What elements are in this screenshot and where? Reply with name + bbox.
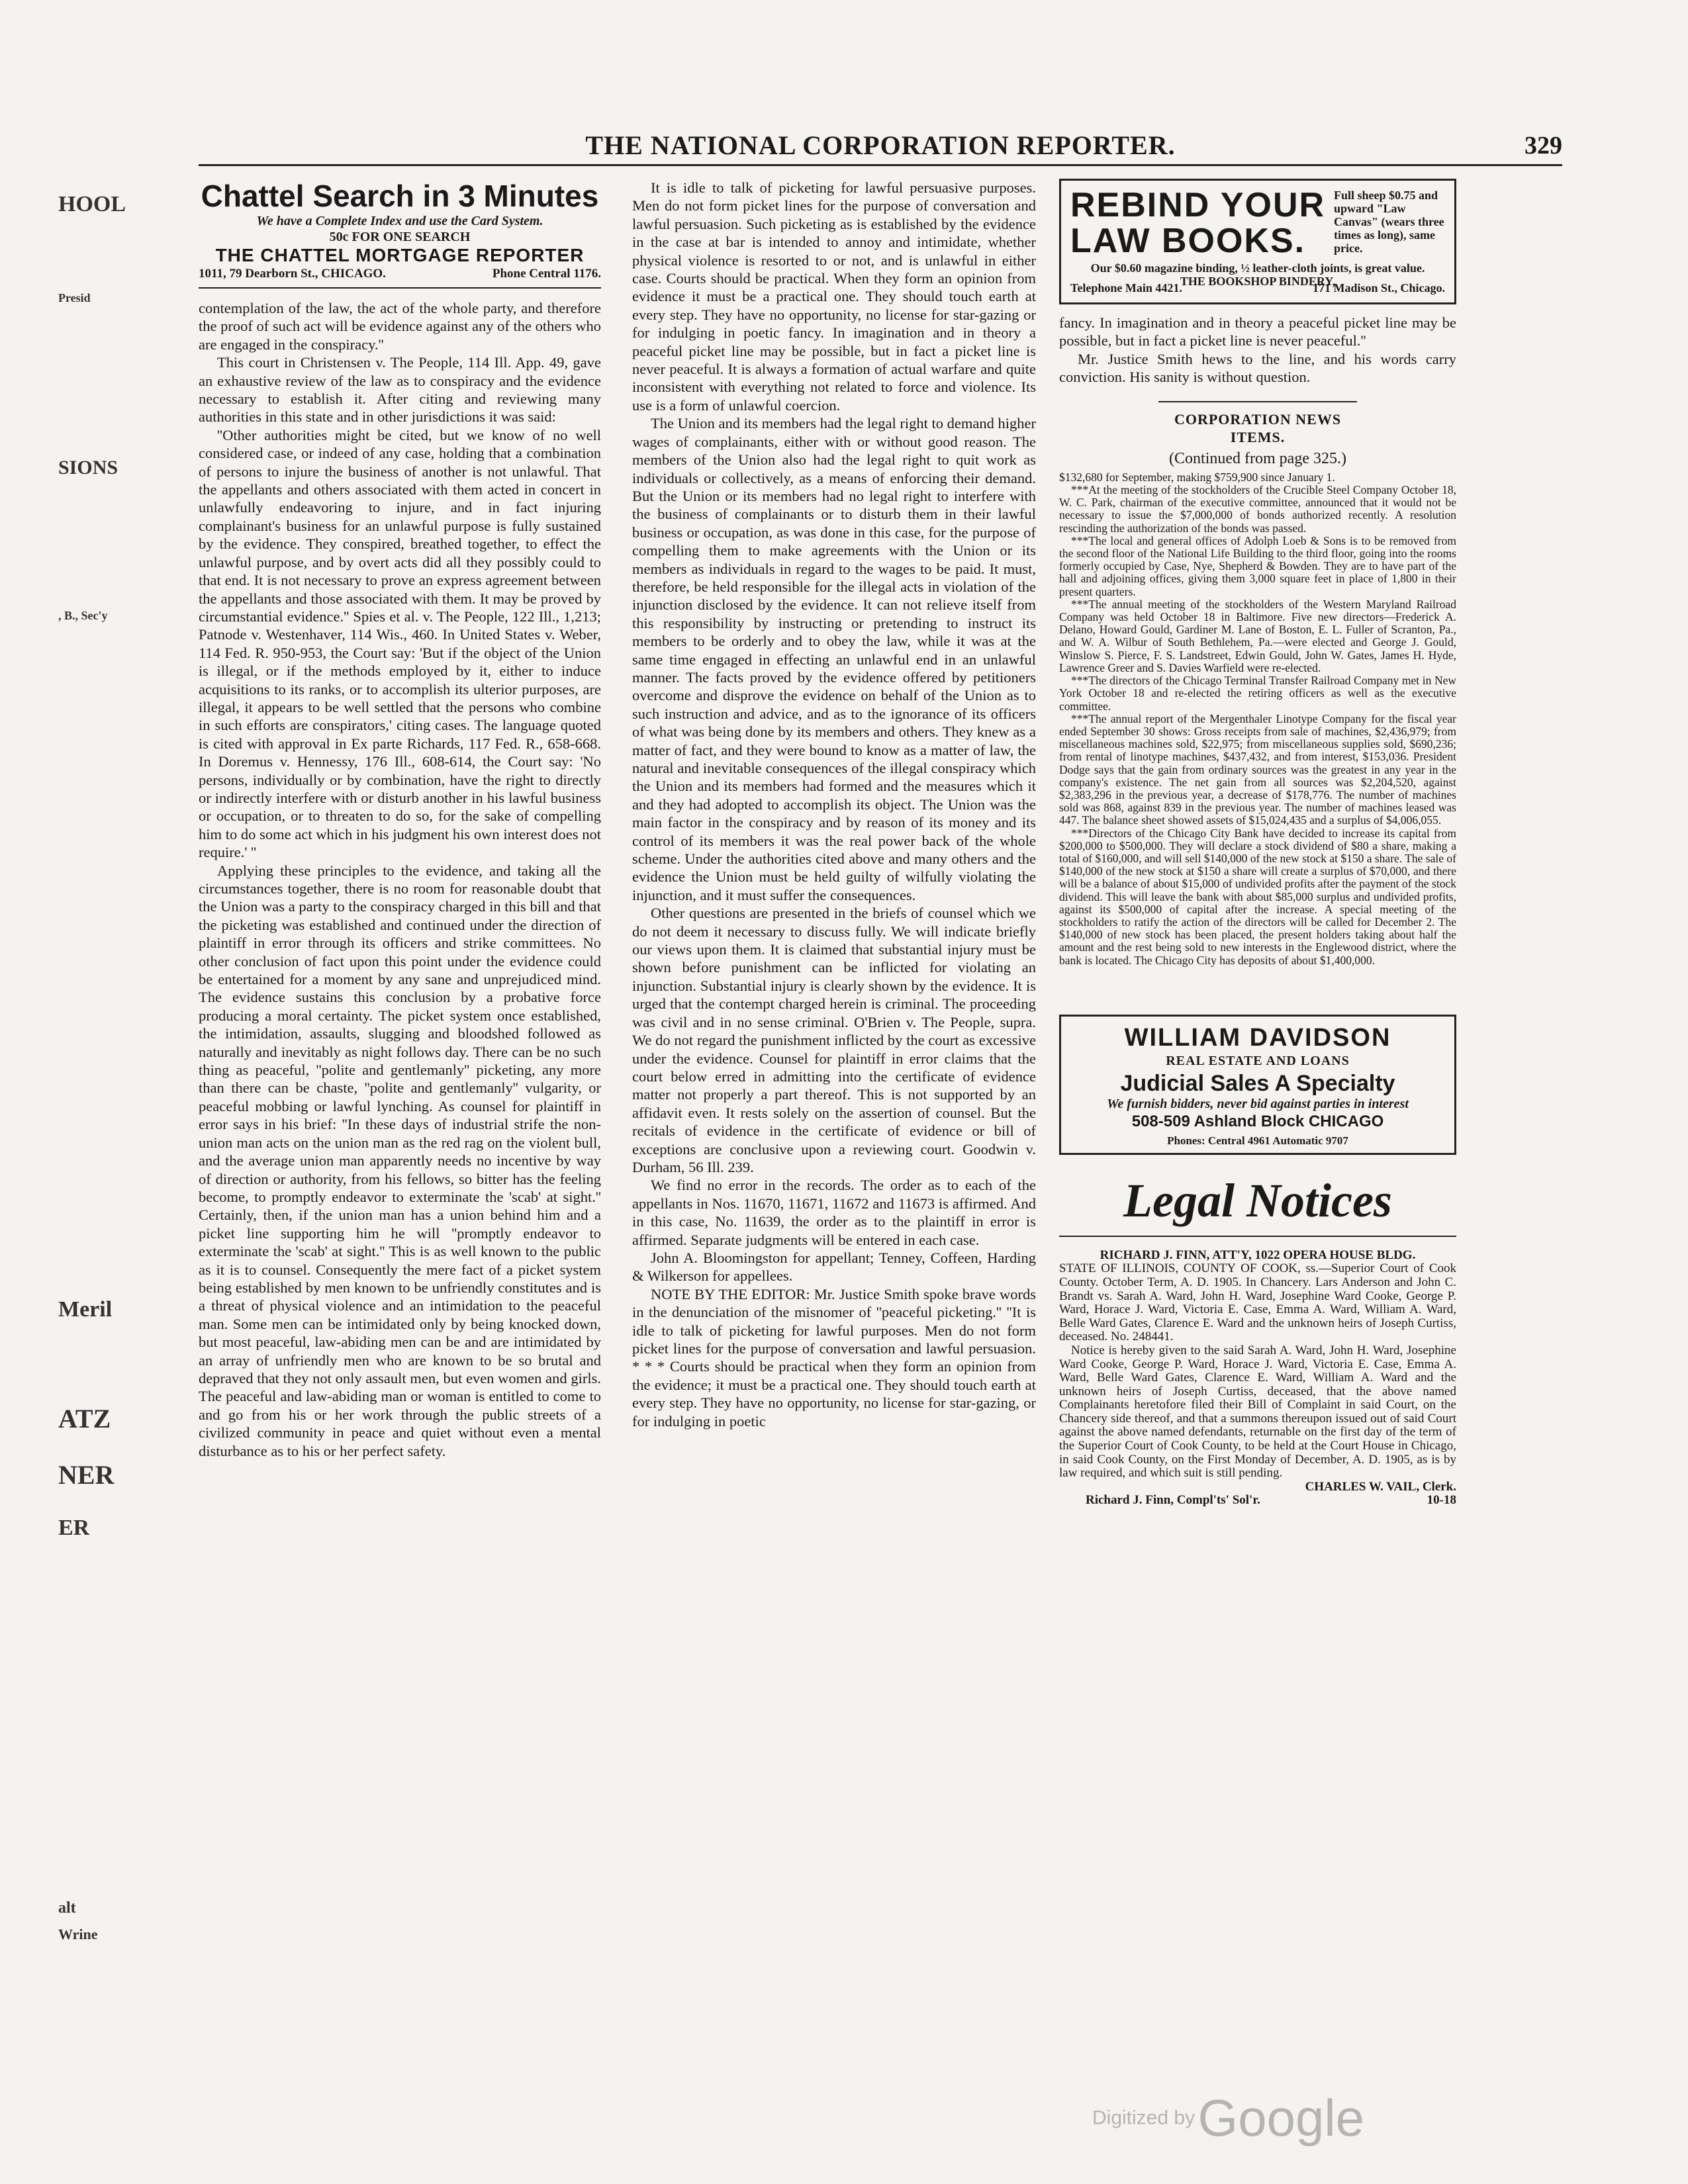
column-3: [1059, 179, 1456, 1508]
margin-fragment: Meril: [58, 1297, 113, 1322]
margin-fragment: NER: [58, 1460, 115, 1490]
ad-line: THE CHATTEL MORTGAGE REPORTER: [215, 245, 585, 265]
paragraph: It is idle to talk of picketing for lawful persuasive purposes. Men do not form picket lines for the purpose of conversation and lawful persuasion. Such picketing as is established by the evidence in the case at bar is intended to annoy and intimidate, whether physical violence is resorted to or not, and is unlawful in either case. Courts should be practical. When they form an opinion from evidence it must be a practical one. They should touch earth at every step. They have no opportunity, no license for star-gazing or for indulging in poetic fancy. In imagination and in theory a peaceful picket line may be possible, but in fact a picket line is never peaceful. It is always a formation of actual warfare and quite inconsistent with everything not related to force and violence. Its use is a form of unlawful coercion.: [632, 179, 1036, 414]
news-item: ***At the meeting of the stockholders of the Crucible Steel Company October 18, W. C. Park, chairman of the executive committee, announced that it would not be necessary to issue the $7,000,000 of bonds authorized recently. A resolution rescinding the authorization of the bonds was passed.: [1059, 483, 1456, 535]
margin-fragment: , B., Sec'y: [58, 609, 108, 622]
ad-phone: Telephone Main 4421.: [1070, 281, 1182, 295]
legal-notice: [1059, 1249, 1456, 1508]
paragraph: John A. Bloomingston for appellant; Tenney, Coffeen, Harding & Wilkerson for appellees.: [632, 1249, 1036, 1285]
ad-headline: WILLIAM DAVIDSON: [1124, 1023, 1391, 1052]
paragraph: contemplation of the law, the act of the whole party, and therefore the proof of such act will be evidence against any of the others who are engaged in the conspiracy.'': [199, 300, 601, 353]
adjacent-page-fragment: [58, 152, 126, 2005]
news-item: ***Directors of the Chicago City Bank have decided to increase its capital from $200,000 to $500,000. They will declare a stock dividend of $80 a share, making a total of $160,000, and will sell $140,000 of the new stock at $150 a share. The sale of $140,000 of the new stock at $150 a share will create a surplus of $70,000, and there will be a balance of about $15,000 of undivided profits after the payment of the stock dividend. This will leave the bank with about $85,000 surplus and undivided profits, against its $500,000 of capital after the increase. A special meeting of the stockholders to ratify the action of the directors will be called for December 2. The $140,000 of new stock has been placed, the present holders taking about half the amount and the rest being sold to new interests in the Englewood district, where the bank is located. The Chicago City has deposits of about $1,400,000.: [1059, 826, 1456, 967]
paragraph: ''Other authorities might be cited, but we know of no well considered case, or indeed of any case, holding that a combination of persons to injure the business of another is not unlawful. That the appellants and others associated with them acted in concert in unlawfully endeavoring to injure, and in fact injuring complainant's business for an unlawful purpose is fully sustained by the evidence. They conspired, breathed together, to effect the unlawful purpose, and by overt acts did all they possibly could to that end. It is not necessary to prove an express agreement between the appellants and those associated with them. It may be proved by circumstantial evidence.'' Spies et al. v. The People, 122 Ill., 1,213; Patnode v. Westenhaver, 114 Wis., 460. In United States v. Weber, 114 Fed. R. 950-953, the Court say: 'But if the object of the Union is illegal, or if the methods employed by it, either to induce acquisitions to its ranks, or to accomplish its ulterior purposes, are illegal, it appears to be well settled that the persons who combine in such efforts are conspirators,' citing cases. The language quoted is cited with approval in Ex parte Richards, 117 Fed. R., 658-668. In Doremus v. Hennessy, 176 Ill., 608-614, the Court say: 'No persons, individually or by combination, have the right to directly or indirectly interfere with or disturb another in his lawful business or occupation, or to threaten to do so, for the sake of compelling him to do some act which in his judgment his own interest does not require.' '': [199, 426, 601, 861]
ad-address: 508-509 Ashland Block CHICAGO: [1131, 1113, 1384, 1131]
ad-line: Judicial Sales A Specialty: [1120, 1071, 1395, 1097]
news-item: ***The local and general offices of Adolph Loeb & Sons is to be removed from the second floor of the National Life Building to the third floor, going into the rooms formerly occupied by Case, Nye, Shepherd & Bowden. They are to have part of the hall and adjoining offices, giving them 3,000 square feet in place of 1,800 in their present quarters.: [1059, 533, 1456, 598]
column-1: [199, 179, 601, 1460]
paragraph: Mr. Justice Smith hews to the line, and his words carry conviction. His sanity is without question.: [1059, 350, 1456, 386]
page-number: 329: [1524, 132, 1562, 159]
ad-phone: Phone Central 1176.: [492, 267, 601, 281]
ad-line: We furnish bidders, never bid against parties in interest: [1107, 1097, 1409, 1112]
legal-notices-heading: Legal Notices: [1059, 1171, 1456, 1237]
news-item: ***The annual meeting of the stockholders of the Western Maryland Railroad Company was held October 18 in Baltimore. Five new directors—Frederick A. Delano, Howard Gould, Gardiner M. Lane of Boston, E. L. Fuller of Scranton, Pa., and W. A. Wilbur of South Bethlehem, Pa.—were elected and George J. Gould, Winslow S. Pierce, F. S. Landstreet, Edwin Gould, John W. Gates, James H. Hyde, Lawrence Greer and S. Davies Warfield were re-elected.: [1059, 597, 1456, 674]
ad-headline: Chattel Search in 3 Minutes: [201, 179, 599, 213]
news-item: ***The directors of the Chicago Terminal Transfer Railroad Company met in New York October 18 and re-elected the retiring officers as well as the executive committee.: [1059, 674, 1456, 713]
digitized-watermark: [1092, 2088, 1364, 2148]
news-item: $132,680 for September, making $759,900 since January 1.: [1059, 470, 1335, 484]
legal-solicitor: Richard J. Finn, Compl'ts' Sol'r.: [1086, 1493, 1260, 1508]
ad-line: REAL ESTATE AND LOANS: [1166, 1053, 1350, 1068]
google-logo: Google: [1197, 2089, 1365, 2147]
ad-address: 171 Madison St., Chicago.: [1312, 281, 1445, 295]
ad-headline-line: LAW BOOKS.: [1070, 222, 1306, 260]
ad-line: 50c FOR ONE SEARCH: [329, 230, 471, 244]
margin-fragment: ATZ: [58, 1404, 111, 1433]
legal-clerk: CHARLES W. VAIL, Clerk.: [1305, 1479, 1456, 1494]
news-heading: CORPORATION NEWS ITEMS.: [1158, 401, 1357, 447]
paragraph: We find no error in the records. The order as to each of the appellants in Nos. 11670, 11671, 11672 and 11673 is affirmed. And in this case, No. 11639, the order as to the plaintiff in error is affirmed. Separate judgments will be entered in each case.: [632, 1177, 1036, 1248]
ad-line: Our $0.60 magazine binding, ½ leather-cloth joints, is great value.: [1090, 261, 1425, 275]
margin-fragment: ER: [58, 1516, 90, 1540]
ad-line: THE BOOKSHOP BINDERY,: [1180, 275, 1336, 288]
margin-fragment: SIONS: [58, 457, 118, 478]
ad-contact: [1070, 279, 1445, 297]
ad-phone: Phones: Central 4961 Automatic 9707: [1167, 1134, 1348, 1148]
digitized-label: Digitized by: [1092, 2107, 1196, 2129]
margin-fragment: Presid: [58, 291, 91, 304]
running-header: [199, 130, 1562, 166]
ad-price-note: Full sheep $0.75 and upward "Law Canvas" (wears three times as long), same price.: [1334, 189, 1444, 255]
legal-date-code: 10-18: [1427, 1493, 1456, 1508]
bookshop-bindery-ad: [1059, 179, 1456, 304]
paragraph: The Union and its members had the legal right to demand higher wages of complainants, either with or without good reason. The members of the Union also had the legal right to quit work as individuals or collectively, as a means of enforcing their demand. But the Union or its members had no legal right to interfere with the business of complainants or to disturb them in their lawful business or occupation, as was done in this case, for the purpose of compelling them to make agreements with the Union or its members as individuals in regard to the wages to be paid. It must, therefore, be held responsible for the illegal acts in violation of the injunction disclosed by the evidence. It can not relieve itself from this responsibility by instructing or pretending to instruct its members to be orderly and to obey the law, while it was at the same time engaged in effecting an unlawful end in an unlawful manner. The facts proved by the evidence offered by petitioners overcome and disprove the evidence on behalf of the Union as to such instruction and advice, and as to the ignorance of its officers of what was being done by its members and others. They knew as a matter of fact, and they were bound to know as a matter of law, the natural and inevitable consequences of the illegal conspiracy which the Union and its members had formed and the measures which it and they had adopted to accomplish its object. The Union was the main factor in the conspiracy and by reason of its money and its control of its members it was the real power back of the whole scheme. Under the authorities cited above and many others and the evidence the Union must be held guilty of wilfully violating the injunction, and it must suffer the consequences.: [632, 415, 1036, 903]
chattel-search-ad: [199, 179, 601, 289]
william-davidson-ad: [1059, 1015, 1456, 1155]
margin-fragment: HOOL: [58, 192, 126, 216]
ad-headline: [1070, 187, 1325, 259]
ad-headline-line: REBIND YOUR: [1070, 186, 1326, 224]
margin-fragment: Wrine: [58, 1926, 98, 1942]
legal-attorney: RICHARD J. FINN, ATT'Y, 1022 OPERA HOUSE BLDG.: [1100, 1248, 1416, 1262]
publication-title: THE NATIONAL CORPORATION REPORTER.: [585, 130, 1176, 160]
paragraph: NOTE BY THE EDITOR: Mr. Justice Smith spoke brave words in the denunciation of the misnomer of ''peaceful picketing.'' ''It is idle to talk of picketing for lawful purposes. Men do not form picket lines for the purpose of conversation and lawful persuasion. * * * Courts should be practical when they form an opinion from the evidence; it must be a practical one. They should touch earth at every step. They have no opportunity, no license for star-gazing, or for indulging in poetic: [632, 1285, 1036, 1430]
ad-contact: [199, 266, 601, 282]
legal-paragraph: Notice is hereby given to the said Sarah A. Ward, John H. Ward, Josephine Ward Cooke, George P. Ward, Horace J. Ward, Victoria E. Case, Emma A. Ward, Belle Ward Gates, Clarence E. Ward, William A. Ward and the unknown heirs of Joseph Curtiss, deceased, that the above named Complainants heretofore filed their Bill of Complaint in said Court, on the Chancery side thereof, and that a summons thereupon issued out of said Court against the above named defendants, returnable on the first day of the term of the Superior Court of Cook County, to be held at the Court House in Chicago, in said Cook County, on the First Monday of December, A. D. 1905, as is by law required, and which suit is still pending.: [1059, 1343, 1456, 1480]
news-item: ***The annual report of the Mergenthaler Linotype Company for the fiscal year ended September 30 shows: Gross receipts from sale of machines, $2,436,979; from miscellaneous machines sold, $22,975; from miscellaneous supplies sold, $690,236; from rental of linotype machines, $437,432, and from interest, $153,036. President Dodge says that the gain from ordinary sources was the greatest in any year in the company's existence. The net gain from all sources was $2,204,520, against $2,383,296 in the previous year, a decrease of $178,776. The number of machines sold was 868, against 839 in the previous year. The number of machines leased was 447. The balance sheet showed assets of $15,024,435 and a surplus of $4,006,055.: [1059, 711, 1456, 827]
legal-solicitor-line: [1059, 1494, 1456, 1508]
column-2: [632, 179, 1036, 1430]
legal-paragraph: STATE OF ILLINOIS, COUNTY OF COOK, ss.—Superior Court of Cook County. October Term, A. D. 1905. In Chancery. Lars Anderson and John C. Brandt vs. Sarah A. Ward, John H. Ward, Josephine Ward Cooke, George P. Ward, Horace J. Ward, Victoria E. Case, Emma A. Ward, William A. Ward, Belle Ward Gates, Clarence E. Ward and the unknown heirs of Joseph Curtiss, deceased. No. 248441.: [1059, 1261, 1456, 1344]
paragraph: This court in Christensen v. The People, 114 Ill. App. 49, gave an exhaustive review of the law as to conspiracy and the evidence necessary to establish it. After citing and reviewing many authorities in this state and in other jurisdictions it was said:: [199, 354, 601, 426]
paragraph: Other questions are presented in the briefs of counsel which we do not deem it necessary to discuss fully. We will indicate briefly our views upon them. It is claimed that substantial injury must be shown before punishment can be inflicted for violating an injunction. Substantial injury is clearly shown by the evidence. It is urged that the contempt charged herein is criminal. The proceeding was civil and in no sense criminal. O'Brien v. The People, supra. We do not regard the punishment inflicted by the court as excessive under the evidence. Counsel for plaintiff in error claims that the court below erred in admitting into the certificate of evidence matter not properly a part thereof. This is not supported by an affidavit even. It rests solely on the assertion of counsel. But the recitals of evidence in the certificate of evidence or bill of exceptions are conclusive upon a reviewing court. Goodwin v. Durham, 56 Ill. 239.: [632, 905, 1036, 1175]
news-subheading: (Continued from page 325.): [1169, 450, 1346, 468]
news-items: [1059, 471, 1456, 967]
ad-address: 1011, 79 Dearborn St., CHICAGO.: [199, 267, 386, 281]
margin-fragment: alt: [58, 1899, 76, 1917]
paragraph: Applying these principles to the evidence, and taking all the circumstances together, there is no room for reasonable doubt that the Union was a party to the conspiracy charged in this bill and that the picketing was established and continued under the direction of plaintiff in error through its officers and strike committees. No other conclusion of fact upon this point under the evidence could be entertained for a moment by any sane and unprejudiced mind. The evidence sustains this conclusion by a probative force producing a moral certainty. The picket system once established, the intimidation, assaults, slugging and bloodshed followed as naturally and inevitably as night follows day. There can be no such thing as peaceful, ''polite and gentlemanly'' picketing, any more than there can be chaste, ''polite and gentlemanly'' vulgarity, or peaceful mobbing or lawful lynching. As counsel for plaintiff in error says in his brief: ''In these days of industrial strife the non-union man acts on the union man as the red rag on the violent bull, and the average union man apparently needs no incentive by way of direction or authority, from his fellows, so bitter has the feeling become, to promptly endeavor to exterminate the 'scab' at sight.'' Certainly, then, if the union man has a union behind him and a picket line supporting him he will ''promptly endeavor to exterminate the 'scab' at sight.'' This is as well known to the public as it is to counsel. Consequently the mere fact of a picket system being established by men known to be unfriendly constitutes and is a threat of physical violence and an intimidation to the peaceful man. Some men can be intimidated only by being knocked down, but most peaceful, law-abiding men can be and are intimidated by an array of unfriendly men who are known to be so brutal and depraved that they not only assault men, but even women and girls. The peaceful and law-abiding man or woman is entitled to come to and go from his or her work through the public streets of a civilized community in peace and quiet without even a mental disturbance as to his or her perfect safety.: [199, 862, 601, 1459]
paragraph: fancy. In imagination and in theory a peaceful picket line may be possible, but in fact a picket line is never peaceful.'': [1059, 314, 1456, 349]
ad-line: We have a Complete Index and use the Card System.: [256, 214, 543, 228]
